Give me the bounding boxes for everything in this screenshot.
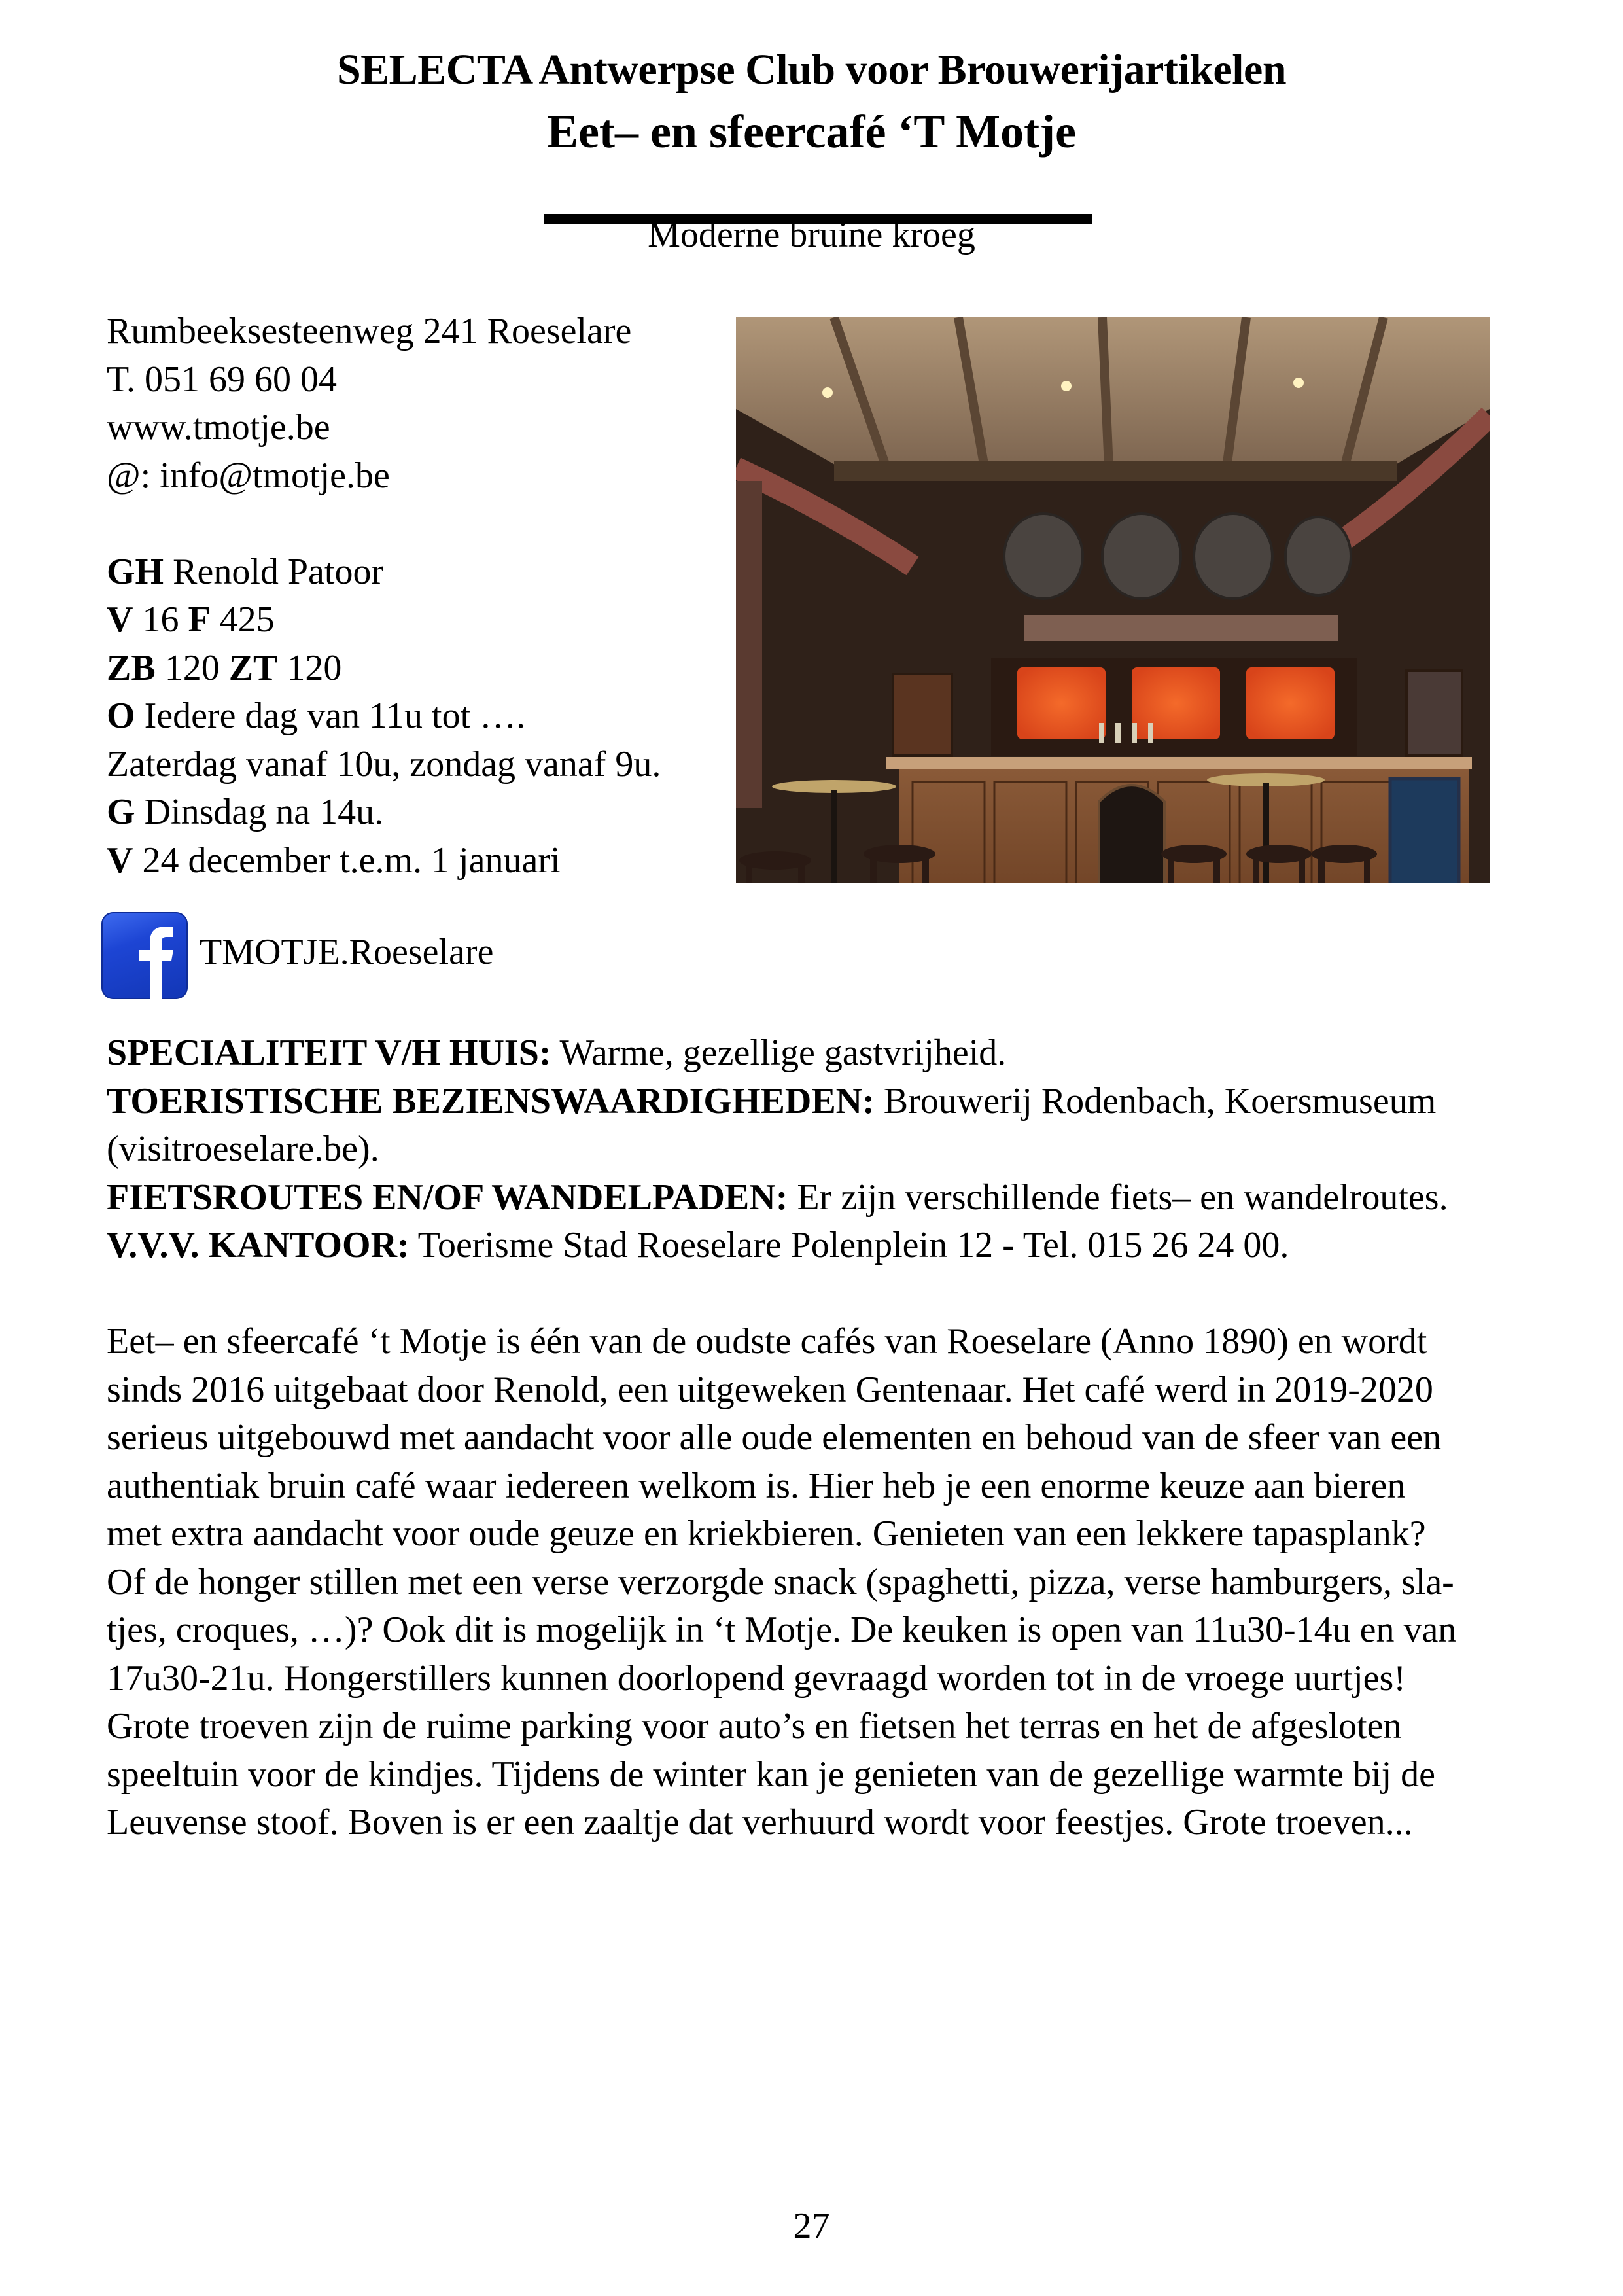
seating-line [107,645,735,693]
bar-interior-photo [736,317,1490,883]
website-link[interactable]: www.tmotje.be [107,407,330,448]
email-link[interactable]: @: info@tmotje.be [107,455,390,496]
glass-rack [1024,615,1338,641]
fact-sights [107,1078,1546,1126]
paragraph-line: Of de honger stillen met een verse verzorgde snack (spaghetti, pizza, verse hamburgers, sla- [107,1561,1454,1602]
facebook-glyph [101,912,188,999]
seating-key-2: ZT [228,647,278,688]
paragraph-line: 17u30-21u. Hongerstillers kunnen doorlopend gevraagd worden tot in de vroege uurtjes! [107,1657,1406,1699]
fact-text: Toerisme Stad Roeselare Polenplein 12 - Tel. 015 26 24 00. [409,1225,1289,1265]
paragraph-line: met extra aandacht voor oude geuze en kriekbieren. Genieten van een lekkere tapasplank? [107,1513,1426,1554]
fact-text: Warme, gezellige gastvrijheid. [551,1033,1007,1073]
paragraph-line: serieus uitgebouwd met aandacht voor alle oude elementen en behoud van de sfeer van een [107,1417,1442,1458]
fact-label: FIETSROUTES EN/OF WANDELPADEN: [107,1176,788,1218]
paragraph-line: Eet– en sfeercafé ‘t Motje is één van de oudste cafés van Roeselare (Anno 1890) en wordt [107,1321,1427,1362]
holiday-line [107,837,735,885]
opening-line [107,692,735,741]
spot-light [1061,381,1072,391]
seating-value-2: 120 [277,647,342,688]
capacity-key-2: F [188,599,211,640]
fact-label: V.V.V. KANTOOR: [107,1225,410,1265]
spacer [107,500,735,548]
paragraph-line: tjes, croques, …)? Ook dit is mogelijk in ‘t Motje. De keuken is open van 11u30-14u en van [107,1610,1457,1650]
description-paragraph [107,1318,1520,1847]
paragraph-line: authentiak bruin café waar iedereen welkom is. Hier heb je een enorme keuze aan bieren [107,1465,1406,1506]
fact-text: (visitroeselare.be). [107,1129,379,1169]
fact-tourist-office [107,1222,1546,1270]
paragraph-line: Grote troeven zijn de ruime parking voor auto’s en fietsen het terras en het de afgesloten [107,1706,1402,1746]
address: Rumbeeksesteenweg 241 Roeselare [107,311,632,351]
fact-label: TOERISTISCHE BEZIENSWAARDIGHEDEN: [107,1080,875,1122]
phone: T. 051 69 60 04 [107,359,338,400]
opening-key: O [107,696,135,736]
capacity-value-1: 16 [133,599,188,640]
subtitle: Moderne bruine kroeg [648,215,975,255]
facebook-icon[interactable] [101,912,188,999]
seating-value-1: 120 [155,647,229,688]
opening-weekend: Zaterdag vanaf 10u, zondag vanaf 9u. [107,743,661,785]
contact-info [107,308,735,885]
bar-counter-top [886,757,1472,769]
closed-key: G [107,792,135,832]
orange-panel [1132,667,1220,739]
fact-sights-continued [107,1125,1546,1174]
spot-light [1293,378,1304,388]
display-cabinet-right [1406,671,1462,756]
photo-illustration [736,317,1490,883]
fact-text: Brouwerij Rodenbach, Koersmuseum [874,1080,1437,1122]
capacity-line [107,596,735,645]
chalkboard-carolus [1390,779,1459,883]
high-table-leg [831,790,837,883]
paragraph-line: sinds 2016 uitgebaat door Renold, een uitgeweken Gentenaar. Het café werd in 2019-2020 [107,1369,1433,1410]
fact-routes [107,1174,1546,1222]
owner-line [107,548,735,597]
paragraph-line: speeltuin voor de kindjes. Tijdens de winter kan je genieten van de gezellige warmte bij de [107,1754,1436,1795]
paragraph-line: Leuvense stoof. Boven is er een zaaltje dat verhuurd wordt voor feestjes. Grote troeven... [107,1802,1413,1843]
orange-panel [1017,667,1106,739]
owner-key: GH [107,551,164,592]
holiday-key: V [107,839,133,881]
opening-value: Iedere dag van 11u tot …. [135,696,526,736]
capacity-value-2: 425 [210,599,275,640]
ceiling-crossbeam [834,461,1397,481]
page-title: Eet– en sfeercafé ‘T Motje [547,105,1076,158]
facebook-handle[interactable]: TMOTJE.Roeselare [200,932,494,972]
spot-light [822,387,833,398]
fact-label: SPECIALITEIT V/H HUIS: [107,1033,551,1073]
chalkboard-la-trappe [1099,785,1164,883]
page-number: 27 [793,2206,830,2246]
closed-line [107,788,735,837]
fact-text: Er zijn verschillende fiets– en wandelroutes. [788,1176,1448,1218]
orange-panel [1246,667,1335,739]
fact-speciality [107,1029,1546,1078]
closed-value: Dinsdag na 14u. [135,792,384,832]
brick-wall [736,481,762,808]
holiday-value: 24 december t.e.m. 1 januari [133,839,561,881]
facts-block [107,1029,1546,1270]
display-cabinet-left [893,674,952,756]
capacity-key-1: V [107,599,133,640]
club-title: SELECTA Antwerpse Club voor Brouwerijartikelen [336,46,1287,94]
owner-value: Renold Patoor [164,551,384,592]
seating-key-1: ZB [107,647,156,688]
high-table-leg [1263,783,1269,883]
